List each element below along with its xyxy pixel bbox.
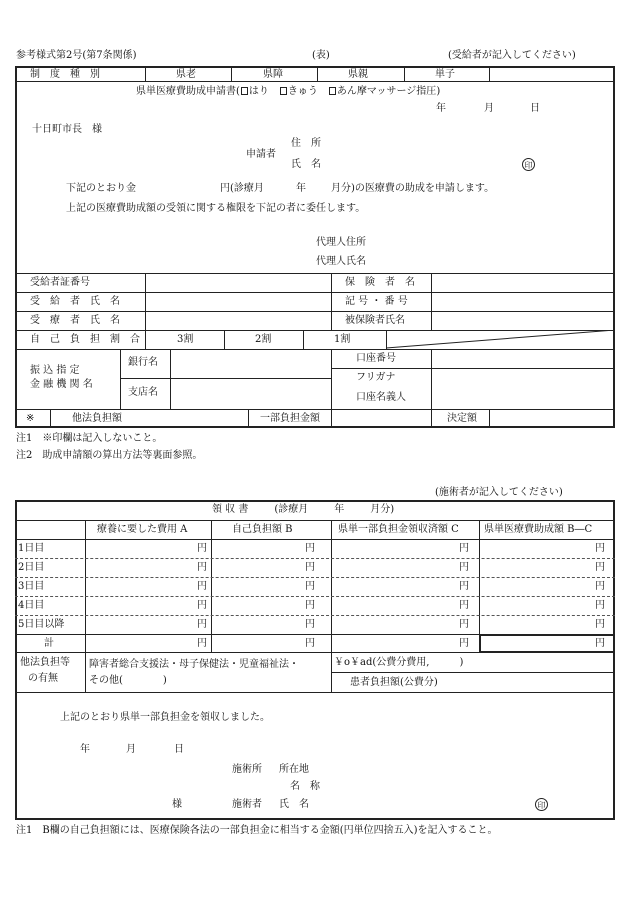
yen-unit-r4-c1: 円 [197, 600, 207, 611]
applicant-seal-icon: 印 [522, 158, 535, 171]
yen-unit-r1-c2: 円 [305, 543, 315, 554]
application-date-year: 年 [436, 103, 446, 114]
system-option-tanshi[interactable]: 単子 [435, 69, 455, 80]
burden-option-2[interactable]: 2割 [255, 334, 272, 345]
option-hari: はり [248, 86, 269, 97]
checkbox-kyu[interactable] [280, 87, 287, 95]
patient-burden-label: 患者負担額(公費分) [350, 677, 438, 688]
facility-label: 施術所 [232, 764, 262, 775]
application-date-day: 日 [530, 103, 540, 114]
applicant-address-label: 住 所 [291, 138, 321, 149]
account-number-label: 口座番号 [356, 353, 396, 364]
amount-text-2: 円(診療月 [220, 183, 264, 194]
insured-name-label: 被保険者氏名 [345, 315, 405, 326]
footnote: 注1 B欄の自己負担額には、医療保険各法の一部負担金に相当する金額(円単位四捨五入)を記入すること。 [16, 825, 498, 836]
yen-unit-r2-c1: 円 [197, 562, 207, 573]
yen-unit-r4-c4: 円 [595, 600, 605, 611]
checkbox-anma[interactable] [329, 87, 336, 95]
note-2: 注2 助成申請額の算出方法等裏面参照。 [16, 450, 203, 461]
system-option-kenro[interactable]: 県老 [176, 69, 196, 80]
yen-unit-r1-c3: 円 [459, 543, 469, 554]
note-1: 注1 ※印欄は記入しないこと。 [16, 433, 163, 444]
total-subsidy-box[interactable] [479, 634, 615, 653]
delegation-text: 上記の医療費助成額の受領に関する権限を下記の者に委任します。 [66, 203, 366, 214]
burden-diagonal [386, 330, 615, 349]
amount-text-3: 年 [296, 183, 306, 194]
recipient-note: (受給者が記入してください) [448, 50, 576, 61]
column-received-c: 県単一部負担金領収済額 C [338, 524, 459, 535]
option-anma: あん摩マッサージ指圧 [336, 86, 437, 97]
admin-mark: ※ [26, 413, 35, 424]
patient-name-label: 受 療 者 氏 名 [30, 315, 120, 326]
yen-unit-r1-c1: 円 [197, 543, 207, 554]
other-law-label-2: の有無 [28, 673, 58, 684]
recipient-sama: 様 [172, 799, 182, 810]
recipient-cert-number-label: 受給者証番号 [30, 277, 90, 288]
bank-label-line1: 振 込 指 定 [30, 365, 80, 376]
amount-text-1: 下記のとおり金 [66, 183, 136, 194]
partial-amount-label: 一部負担金額 [260, 413, 320, 424]
row-day-2: 2日目 [18, 562, 45, 573]
addressee: 十日町市長 様 [32, 124, 102, 135]
applicant-label: 申請者 [246, 149, 276, 160]
row-day-5plus: 5日目以降 [18, 619, 65, 630]
practitioner-seal-icon: 印 [535, 798, 548, 811]
yen-unit-r6-c3: 円 [459, 638, 469, 649]
account-holder-label: 口座名義人 [356, 392, 406, 403]
side-label: (表) [312, 50, 330, 61]
application-date-month: 月 [484, 103, 494, 114]
other-law-label-1: 他法負担等 [20, 657, 70, 668]
facility-name-label: 名 称 [290, 781, 320, 792]
yen-unit-r2-c4: 円 [595, 562, 605, 573]
received-text: 上記のとおり県単一部負担金を領収しました。 [60, 712, 270, 723]
practitioner-label: 施術者 [232, 799, 262, 810]
yen-unit-r4-c3: 円 [459, 600, 469, 611]
receipt-date-year: 年 [80, 744, 90, 755]
yen-unit-r3-c2: 円 [305, 581, 315, 592]
other-laws-list-2: その他( ) [89, 675, 167, 686]
agent-name-label: 代理人氏名 [316, 256, 366, 267]
application-form [15, 66, 615, 428]
recipient-name-label: 受 給 者 氏 名 [30, 296, 120, 307]
practitioner-note: (施術者が記入してください) [435, 487, 563, 498]
column-cost-a: 療養に要した費用 A [97, 524, 188, 535]
yen-unit-r6-c4: 円 [595, 638, 605, 649]
option-kyu: きゅう [287, 86, 318, 97]
other-laws-list-1: 障害者総合支援法・母子保健法・児童福祉法・ [89, 659, 299, 670]
public-expense-label: ￥o￥ad(公費分費用, ) [334, 657, 464, 668]
other-law-amount-label: 他法負担額 [72, 413, 122, 424]
burden-option-1[interactable]: 1割 [334, 334, 351, 345]
yen-unit-r5-c3: 円 [459, 619, 469, 630]
bank-name-label: 銀行名 [128, 357, 158, 368]
yen-unit-r6-c1: 円 [197, 638, 207, 649]
yen-unit-r3-c4: 円 [595, 581, 605, 592]
form-reference: 参考様式第2号(第7条関係) [16, 50, 137, 61]
yen-unit-r3-c3: 円 [459, 581, 469, 592]
yen-unit-r4-c2: 円 [305, 600, 315, 611]
bank-label-line2: 金 融 機 関 名 [30, 379, 93, 390]
symbol-number-label: 記 号 ・ 番 号 [345, 296, 408, 307]
furigana-label: フリガナ [356, 372, 396, 383]
column-self-burden-b: 自己負担額 B [232, 524, 293, 535]
burden-option-3[interactable]: 3割 [177, 334, 194, 345]
system-option-kenshin[interactable]: 県親 [348, 69, 368, 80]
branch-name-label: 支店名 [128, 387, 158, 398]
decided-amount-label: 決定額 [447, 413, 477, 424]
practitioner-name-label: 氏 名 [279, 799, 309, 810]
yen-unit-r6-c2: 円 [305, 638, 315, 649]
yen-unit-r5-c1: 円 [197, 619, 207, 630]
yen-unit-r3-c1: 円 [197, 581, 207, 592]
row-day-3: 3日目 [18, 581, 45, 592]
column-subsidy-bc: 県単医療費助成額 B―C [484, 524, 593, 535]
agent-address-label: 代理人住所 [316, 237, 366, 248]
facility-location-label: 所在地 [279, 764, 309, 775]
yen-unit-r2-c3: 円 [459, 562, 469, 573]
row-day-1: 1日目 [18, 543, 45, 554]
yen-unit-r5-c4: 円 [595, 619, 605, 630]
yen-unit-r2-c2: 円 [305, 562, 315, 573]
row-day-4: 4日目 [18, 600, 45, 611]
yen-unit-r5-c2: 円 [305, 619, 315, 630]
applicant-name-label: 氏 名 [291, 159, 321, 170]
burden-ratio-label: 自 己 負 担 割 合 [30, 334, 140, 345]
yen-unit-r1-c4: 円 [595, 543, 605, 554]
amount-text-4: 月分)の医療費の助成を申請します。 [331, 183, 495, 194]
receipt-title: 領 収 書 (診療月 年 月分) [212, 504, 395, 515]
receipt-date-day: 日 [174, 744, 184, 755]
row-total: 計 [44, 638, 54, 649]
receipt-date-month: 月 [126, 744, 136, 755]
insurer-name-label: 保 険 者 名 [345, 277, 415, 288]
system-type-label: 制 度 種 別 [30, 69, 100, 80]
application-title: 県単医療費助成申請書( はり きゅう あん摩マッサージ指圧) [136, 86, 441, 97]
checkbox-hari[interactable] [241, 87, 248, 95]
system-option-kensho[interactable]: 県障 [263, 69, 283, 80]
